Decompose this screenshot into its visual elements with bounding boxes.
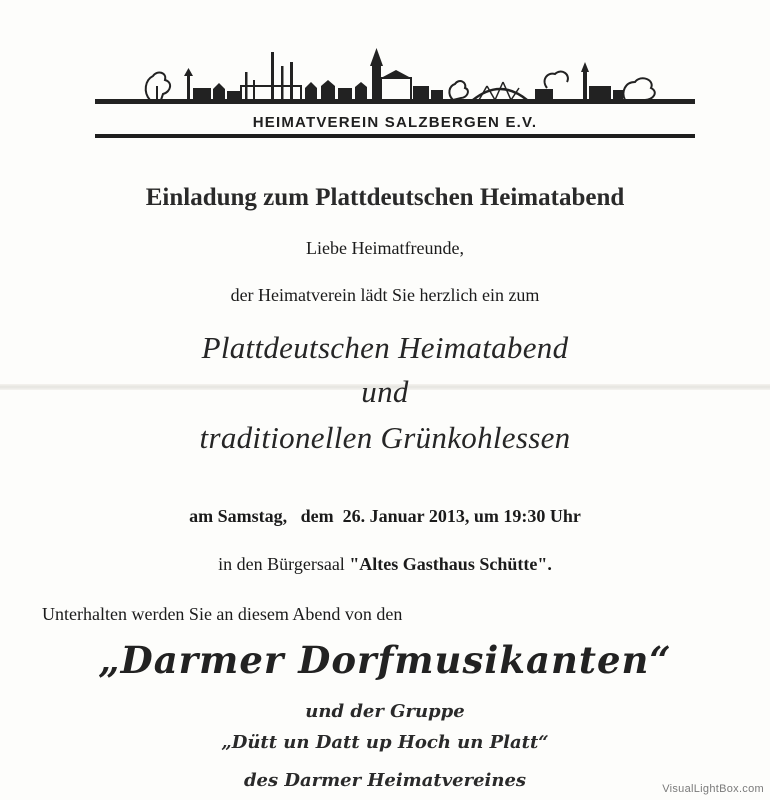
event-venue <box>0 554 770 575</box>
band-name: „Darmer Dorfmusikanten“ <box>98 638 672 682</box>
letterhead <box>95 42 695 142</box>
entertainment-intro: Unterhalten werden Sie an diesem Abend von den <box>42 604 403 624</box>
event-title-line-2: und <box>361 374 409 409</box>
event-date: am Samstag, dem 26. Januar 2013, um 19:30 Uhr <box>189 506 581 526</box>
venue-name: "Altes Gasthaus Schütte". <box>349 554 552 574</box>
town-skyline-logo <box>95 42 695 112</box>
group-name: „Dütt un Datt up Hoch un Platt“ <box>221 732 549 753</box>
invitation-intro: der Heimatverein lädt Sie herzlich ein zum <box>230 285 540 305</box>
watermark: VisualLightBox.com <box>662 783 764 795</box>
venue-prefix: in den Bürgersaal <box>218 554 350 574</box>
header-divider <box>95 134 695 138</box>
org-name: HEIMATVEREIN SALZBERGEN E.V. <box>252 114 538 131</box>
group-organization: des Darmer Heimatvereines <box>243 770 527 791</box>
invitation-heading: Einladung zum Plattdeutschen Heimatabend <box>145 184 625 211</box>
salutation: Liebe Heimatfreunde, <box>306 238 464 258</box>
group-intro: und der Gruppe <box>305 701 465 722</box>
event-title-line-1: Plattdeutschen Heimatabend <box>201 330 569 365</box>
event-title-line-3: traditionellen Grünkohlessen <box>199 420 571 455</box>
